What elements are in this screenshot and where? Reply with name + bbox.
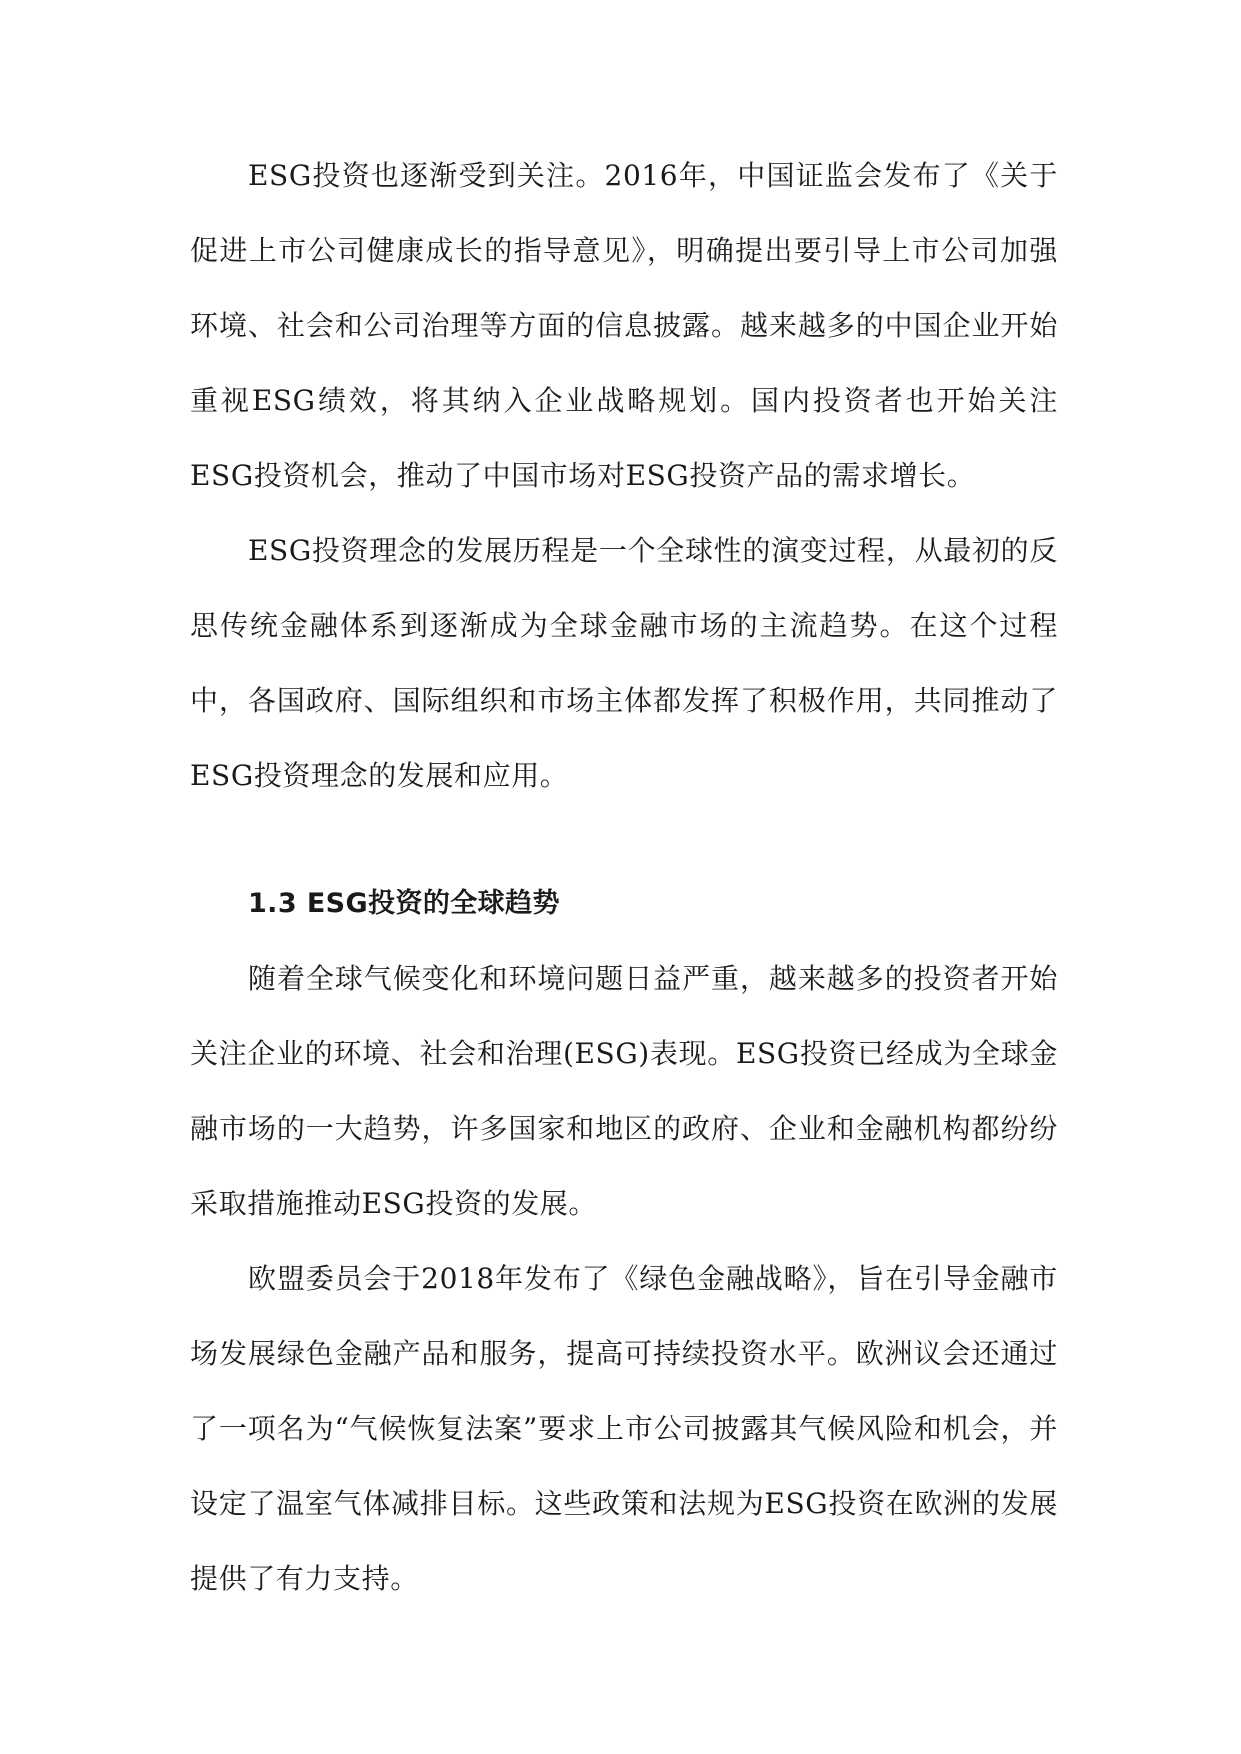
paragraph-eu-green-finance: 欧盟委员会于2018年发布了《绿色金融战略》，旨在引导金融市场发展绿色金融产品和服务，提高可持续投资水平。欧洲议会还通过了一项名为“气候恢复法案”要求上市公司披露其气候风险和机会，并设定了温室气体减排目标。这些政策和法规为ESG投资在欧洲的发展提供了有力支持。: [190, 1262, 1058, 1595]
paragraph-esg-china: ESG投资也逐渐受到关注。2016年，中国证监会发布了《关于促进上市公司健康成长的指导意见》，明确提出要引导上市公司加强环境、社会和公司治理等方面的信息披露。越来越多的中国企业开始重视ESG绩效，将其纳入企业战略规划。国内投资者也开始关注ESG投资机会，推动了中国市场对ESG投资产品的需求增长。: [190, 159, 1058, 492]
document-body: [190, 138, 1058, 1616]
section-heading: 1.3 ESG投资的全球趋势: [248, 888, 560, 919]
paragraph-esg-development-history: ESG投资理念的发展历程是一个全球性的演变过程，从最初的反思传统金融体系到逐渐成为全球金融市场的主流趋势。在这个过程中，各国政府、国际组织和市场主体都发挥了积极作用，共同推动了ESG投资理念的发展和应用。: [190, 534, 1058, 792]
paragraph-esg-global-trend: 随着全球气候变化和环境问题日益严重，越来越多的投资者开始关注企业的环境、社会和治理(ESG)表现。ESG投资已经成为全球金融市场的一大趋势，许多国家和地区的政府、企业和金融机构都纷纷采取措施推动ESG投资的发展。: [190, 962, 1058, 1220]
